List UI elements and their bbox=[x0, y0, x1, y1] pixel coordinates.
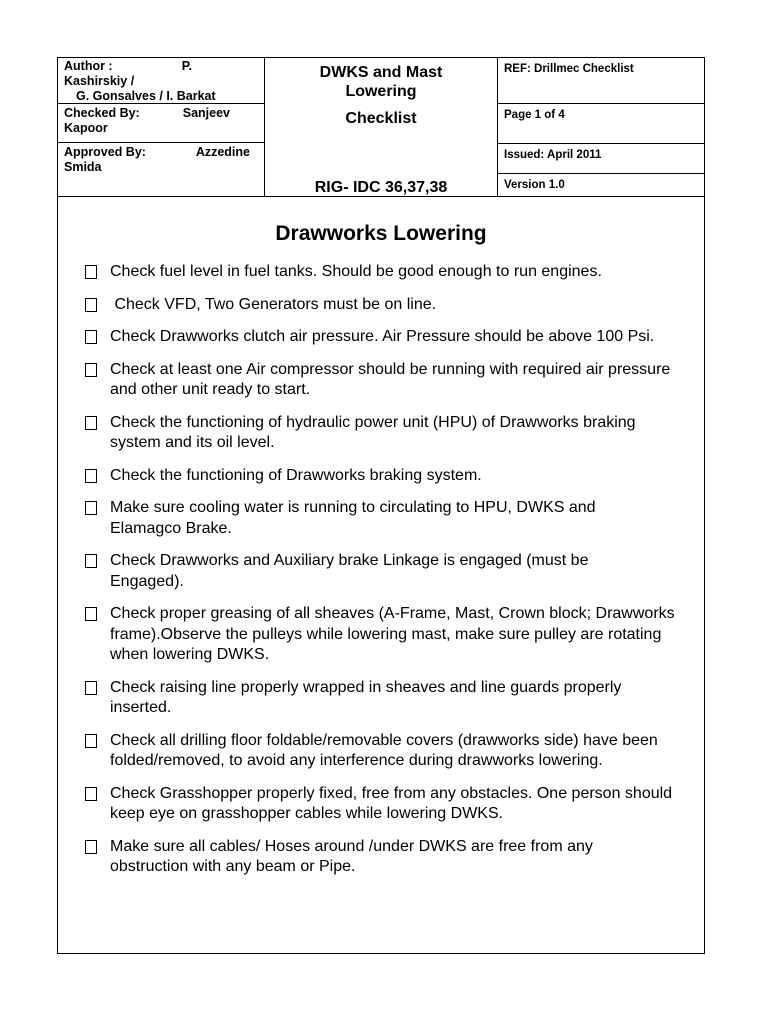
approved-label: Approved By: bbox=[64, 145, 146, 159]
checklist-item bbox=[85, 551, 695, 592]
checked-first: Sanjeev bbox=[182, 106, 230, 120]
author-line2: Kashirskiy / bbox=[64, 74, 135, 88]
approved-first: Azzedine bbox=[195, 145, 250, 159]
checklist-item-text: Check Drawworks and Auxiliary brake Linkage is engaged (must be Engaged). bbox=[110, 552, 589, 590]
header-left-column bbox=[58, 58, 265, 196]
checklist-items bbox=[85, 262, 695, 890]
checklist-item bbox=[85, 731, 695, 772]
checked-label: Checked By: bbox=[64, 106, 140, 120]
checkbox[interactable] bbox=[85, 298, 97, 312]
document-subtitle: Checklist bbox=[345, 110, 417, 127]
issued-cell: Issued: April 2011 bbox=[498, 144, 704, 174]
checkbox[interactable] bbox=[85, 787, 97, 801]
checklist-item-text: Make sure all cables/ Hoses around /under DWKS are free from any obstruction with any beam or Pipe. bbox=[110, 837, 593, 875]
checkbox[interactable] bbox=[85, 330, 97, 344]
checklist-item-text: Check all drilling floor foldable/removable covers (drawworks side) have been folded/removed, to avoid any interference during drawworks lowering. bbox=[110, 731, 658, 769]
checklist-item-text: Check raising line properly wrapped in sheaves and line guards properly inserted. bbox=[110, 678, 622, 716]
checklist-item bbox=[85, 837, 695, 878]
checkbox[interactable] bbox=[85, 734, 97, 748]
checklist-item-text: Make sure cooling water is running to circulating to HPU, DWKS and Elamagco Brake. bbox=[110, 499, 596, 537]
checkbox[interactable] bbox=[85, 363, 97, 377]
checklist-item bbox=[85, 360, 695, 401]
checklist-item bbox=[85, 498, 695, 539]
checklist-item-text: Check the functioning of hydraulic power unit (HPU) of Drawworks braking system and its oil level. bbox=[110, 413, 636, 451]
ref-cell: REF: Drillmec Checklist bbox=[498, 58, 704, 104]
checklist-item-text: Check Drawworks clutch air pressure. Air Pressure should be above 100 Psi. bbox=[110, 328, 655, 345]
checklist-item bbox=[85, 604, 695, 666]
checklist-item bbox=[85, 466, 695, 487]
checkbox[interactable] bbox=[85, 469, 97, 483]
header-right-column bbox=[498, 58, 704, 196]
checkbox[interactable] bbox=[85, 501, 97, 515]
document-header-table bbox=[57, 57, 705, 197]
checklist-item bbox=[85, 262, 695, 283]
checked-by-cell bbox=[58, 104, 264, 143]
checklist-item-text: Check the functioning of Drawworks braking system. bbox=[110, 466, 482, 484]
approved-by-cell bbox=[58, 143, 264, 198]
rig-label: RIG- IDC 36,37,38 bbox=[314, 179, 448, 196]
checkbox[interactable] bbox=[85, 607, 97, 621]
checklist-item bbox=[85, 678, 695, 719]
author-label: Author : bbox=[64, 59, 113, 73]
checkbox[interactable] bbox=[85, 840, 97, 854]
version-cell: Version 1.0 bbox=[504, 179, 565, 191]
checkbox[interactable] bbox=[85, 265, 97, 279]
checklist-item bbox=[85, 784, 695, 825]
checklist-body bbox=[57, 196, 705, 954]
checklist-item bbox=[85, 295, 695, 316]
checklist-item-text: Check at least one Air compressor should be running with required air pressure and other unit ready to start. bbox=[110, 360, 671, 398]
checklist-item bbox=[85, 413, 695, 454]
checklist-item-text: Check VFD, Two Generators must be on line. bbox=[110, 295, 437, 313]
approved-line2: Smida bbox=[64, 160, 102, 174]
author-first: P. bbox=[181, 59, 192, 73]
header-middle-column bbox=[265, 58, 498, 196]
checked-line2: Kapoor bbox=[64, 121, 108, 135]
author-cell bbox=[58, 58, 264, 104]
checklist-item-text: Check Grasshopper properly fixed, free from any obstacles. One person should keep eye on grasshopper cables while lowering DWKS. bbox=[110, 784, 673, 822]
author-line3: G. Gonsalves / I. Barkat bbox=[76, 89, 216, 103]
checklist-item bbox=[85, 327, 695, 348]
checklist-item-text: Check fuel level in fuel tanks. Should be good enough to run engines. bbox=[110, 263, 602, 280]
document-title: DWKS and Mast Lowering bbox=[319, 64, 443, 100]
page-number-cell: Page 1 of 4 bbox=[498, 104, 704, 144]
checkbox[interactable] bbox=[85, 554, 97, 568]
checkbox[interactable] bbox=[85, 681, 97, 695]
checklist-item-text: Check proper greasing of all sheaves (A-Frame, Mast, Crown block; Drawworks frame).Observe the pulleys while lowering mast, make sure pulley are rotating when lowering DWKS. bbox=[110, 605, 675, 663]
section-title: Drawworks Lowering bbox=[275, 222, 487, 245]
checkbox[interactable] bbox=[85, 416, 97, 430]
